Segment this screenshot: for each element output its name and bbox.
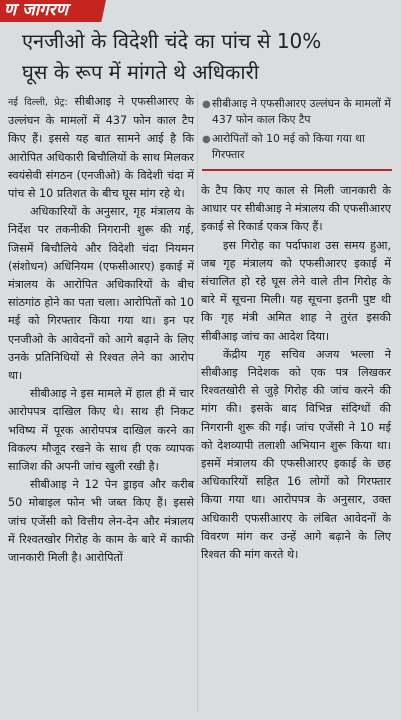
masthead-text: ण जागरण bbox=[3, 0, 68, 20]
article-paragraph: सीबीआइ ने 12 पेन ड्राइव और करीब 50 मोबाइल फोन भी जब्त किए हैं। इससे जांच एजेंसी को वित्तीय लेन-देन और मंत्रालय में रिश्वतखोर गिरोह के काम के बारे में काफी जानकारी मिली है। आरोपितों bbox=[8, 478, 194, 565]
headline-line-1: एनजीओ के विदेशी चंदे का पांच से 10% bbox=[22, 29, 322, 53]
highlight-item: ● सीबीआइ ने एफसीआरए उल्लंघन के मामलों में 437 फोन काल किए टैप bbox=[202, 97, 391, 126]
masthead-banner bbox=[0, 0, 106, 22]
bullet-icon: ● bbox=[202, 134, 211, 145]
article-paragraph: केंद्रीय गृह सचिव अजय भल्ला ने सीबीआइ निदेशक को एक पत्र लिखकर रिश्वतखोरी से जुड़े गिरोह की जांच करने की मांग की। इसके बाद विभिन्न संदिग्धों की निगरानी शुरू की गई। जांच एजेंसी ने 10 मई को देशव्यापी तलाशी अभियान शुरू किया था। इसमें मंत्रालय की एफसीआरए इकाई के छह अधिकारियों सहित 16 लोगों को गिरफ्तार किया गया था। आरोपपत्र के अनुसार, उक्त अधिकारी एफसीआरए के लंबित आवेदनों के विवरण मांग कर उन्हें आगे बढ़ाने के लिए रिश्वत की मांग करते थे। bbox=[201, 347, 391, 562]
highlights-box bbox=[202, 96, 392, 171]
highlights-rule bbox=[202, 169, 392, 171]
bullet-icon: ● bbox=[202, 99, 211, 110]
article-paragraph: के टैप किए गए काल से मिली जानकारी के आधार पर सीबीआइ ने मंत्रालय की एफसीआरए इकाई से रिकार्ड एकत्र किए हैं। bbox=[201, 184, 391, 234]
article-column-right bbox=[201, 182, 391, 564]
dateline: नई दिल्ली, प्रेट्र: bbox=[8, 97, 68, 108]
article-paragraph: इस गिरोह का पर्दाफाश उस समय हुआ, जब गृह मंत्रालय को एफसीआरए इकाई में संचालित हो रहे घूस लेने वाले तीन गिरोह के बारे में सूचना मिली। यह सूचना इतनी पुष्ट थी कि गृह मंत्री अमित शाह ने तुरंत इसकी सीबीआइ जांच का आदेश दिया। bbox=[201, 238, 391, 343]
article-paragraph: सीबीआइ ने इस मामले में हाल ही में चार आरोपपत्र दाखिल किए थे। साथ ही निकट भविष्य में पूरक आरोपपत्र दाखिल करने का विकल्प मौजूद रखने के साथ ही एक व्यापक साजिश की अपनी जांच खुली रखी है। bbox=[8, 387, 194, 474]
article-paragraph: अधिकारियों के अनुसार, गृह मंत्रालय के निर्देश पर तकनीकी निगरानी शुरू की गई, जिसमें बिचौलिये और विदेशी चंदा नियमन (संशोधन) अधिनियम (एफसीआरए) इकाई में मंत्रालय के आरोपित अधिकारियों के बीच सांठगांठ होने का पता चला। आरोपितों को 10 मई को गिरफ्तार किया गया था। इन पर एनजीओ के आवेदनों को आगे बढ़ाने के लिए उनके प्रतिनिधियों से रिश्वत लेने का आरोप था। bbox=[8, 205, 194, 383]
column-divider bbox=[197, 92, 198, 712]
headline-line-2: घूस के रूप में मांगते थे अधिकारी bbox=[22, 60, 259, 84]
article-paragraph: नई दिल्ली, प्रेट्र: सीबीआइ ने एफसीआरए के उल्लंघन के मामलों में 437 फोन काल टैप किए हैं। इससे यह बात सामने आई है कि आरोपित अधिकारी बिचौलियों के साथ मिलकर स्वयंसेवी संगठन (एनजीओ) के विदेशी चंदा में पांच से 10 प्रतिशत के बीच घूस मांग रहे थे। bbox=[8, 95, 194, 201]
highlight-item: ● आरोपितों को 10 मई को किया गया था गिरफ्तार bbox=[202, 132, 365, 161]
article-column-left bbox=[8, 93, 194, 567]
headline bbox=[22, 26, 392, 88]
